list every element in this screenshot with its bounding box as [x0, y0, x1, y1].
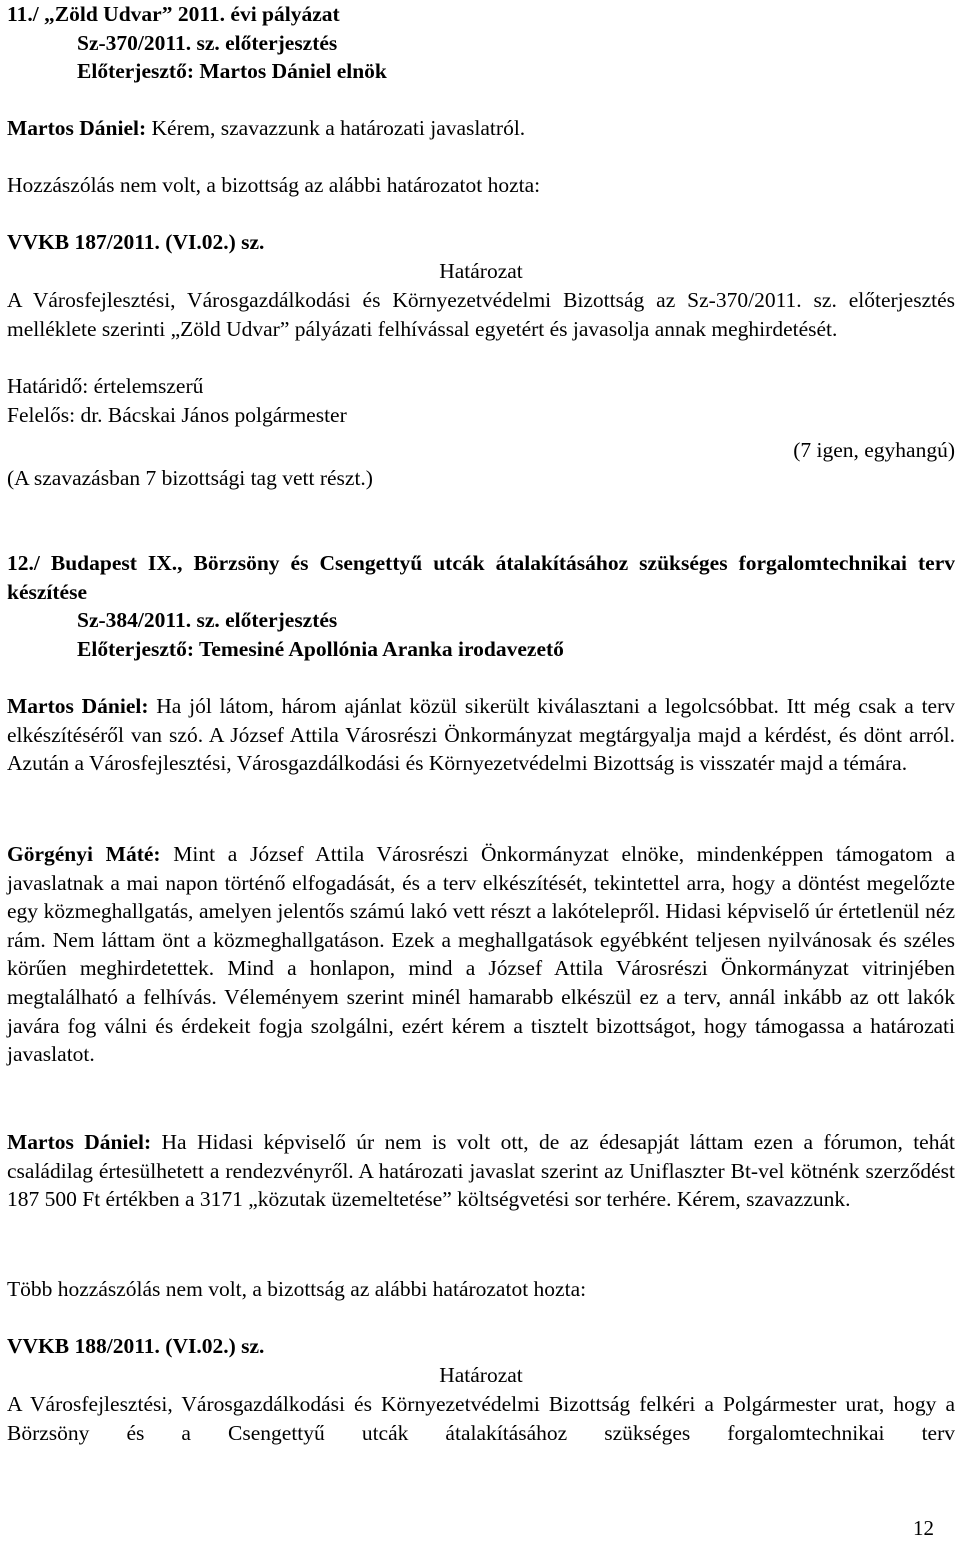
speech-paragraph-3: [7, 1128, 955, 1214]
speech-text: Ha Hidasi képviselő úr nem is volt ott, de az édesapját láttam ezen a fórumon, tehát családilag értesülhetett a rendezvényről. A határozati javaslat szerint az Uniflaszter Bt-vel kötnénk szerződést 187 500 Ft értékben a 3171 „közutak üzemeltetése” költségvetési sor terhére. Kérem, szavazzunk.: [7, 1130, 955, 1212]
section-11: [7, 0, 955, 86]
speech-paragraph-2: [7, 840, 955, 1069]
section-11-title: 11./ „Zöld Udvar” 2011. évi pályázat: [7, 2, 340, 26]
page-number: 12: [913, 1516, 934, 1540]
speech-text: Kérem, szavazzunk a határozati javaslatról.: [146, 116, 526, 140]
resolution-text: A Városfejlesztési, Városgazdálkodási és Környezetvédelmi Bizottság felkéri a Polgármester urat, hogy a Börzsöny és a Csengettyű utcák átalakításához szükséges forgalomtechnikai terv: [7, 1392, 955, 1445]
section-12-presenter: Előterjesztő: Temesiné Apollónia Aranka irodavezető: [77, 637, 564, 661]
section-11-presenter: Előterjesztő: Martos Dániel elnök: [77, 59, 387, 84]
responsible-person: Felelős: dr. Bácskai János polgármester: [7, 403, 347, 427]
section-11-proposal-number: Sz-370/2011. sz. előterjesztés: [77, 30, 338, 55]
resolution-number: VVKB 187/2011. (VI.02.) sz.: [7, 230, 265, 254]
speaker-name: Görgényi Máté:: [7, 842, 161, 866]
resolution-title: Határozat: [439, 1363, 523, 1387]
vote-participation-note: (A szavazásban 7 bizottsági tag vett részt.): [7, 466, 373, 490]
resolution-title: Határozat: [439, 259, 523, 283]
speech-text: Mint a József Attila Városrészi Önkormányzat elnöke, mindenképpen támogatom a javaslatnak a mai napon történő elfogadását, és a terv elkészítését, tekintettel arra, hogy a döntést megelőzte egy közmeghallgatás, amelyen jelentős számú lakó vett részt a lakótelepről. Hidasi képviselő úr értetlenül néz rám. Nem láttam önt a közmeghallgatáson. Ezek a meghallgatások egyébként teljesen nyilvánosak és széles körűen meghirdetettek. Mind a honlapon, mind a József Attila Városrészi Önkormányzat vitrinjében megtalálható a felhívás. Véleményem szerint minél hamarabb elkészül ez a terv, annál inkább az ott lakók javára fog válni és érdekeit fogja szolgálni, ezért kérem a tisztelt bizottságot, hogy támogassa a határozati javaslatot.: [7, 842, 955, 1067]
section-11-speech: [7, 114, 955, 143]
speaker-name: Martos Dániel:: [7, 116, 147, 140]
resolution-text: A Városfejlesztési, Városgazdálkodási és Környezetvédelmi Bizottság az Sz-370/2011. sz. előterjesztés melléklete szerinti „Zöld Udvar” pályázati felhívással egyetért és javasolja annak meghirdetését.: [7, 288, 955, 341]
resolution-number: VVKB 188/2011. (VI.02.) sz.: [7, 1334, 265, 1358]
no-comment-note: Több hozzászólás nem volt, a bizottság az alábbi határozatot hozta:: [7, 1277, 587, 1301]
section-12-title: 12./ Budapest IX., Börzsöny és Csengettyű utcák átalakításához szükséges forgalomtechnikai terv készítése: [7, 551, 955, 604]
deadline: Határidő: értelemszerű: [7, 374, 204, 398]
speech-text: Ha jól látom, három ajánlat közül sikerült kiválasztani a legolcsóbbat. Itt még csak a terv elkészítéséről van szó. A József Attila Városrészi Önkormányzat megtárgyalja majd a kérdést, és dönt arról. Azután a Városfejlesztési, Városgazdálkodási és Környezetvédelmi Bizottság is visszatér majd a témára.: [7, 694, 955, 776]
no-comment-note: Hozzászólás nem volt, a bizottság az alábbi határozatot hozta:: [7, 173, 541, 197]
speech-paragraph-1: [7, 692, 955, 778]
speaker-name: Martos Dániel:: [7, 694, 149, 718]
vote-result: (7 igen, egyhangú): [793, 438, 955, 462]
section-12-proposal-number: Sz-384/2011. sz. előterjesztés: [77, 608, 338, 632]
speaker-name: Martos Dániel:: [7, 1130, 152, 1154]
